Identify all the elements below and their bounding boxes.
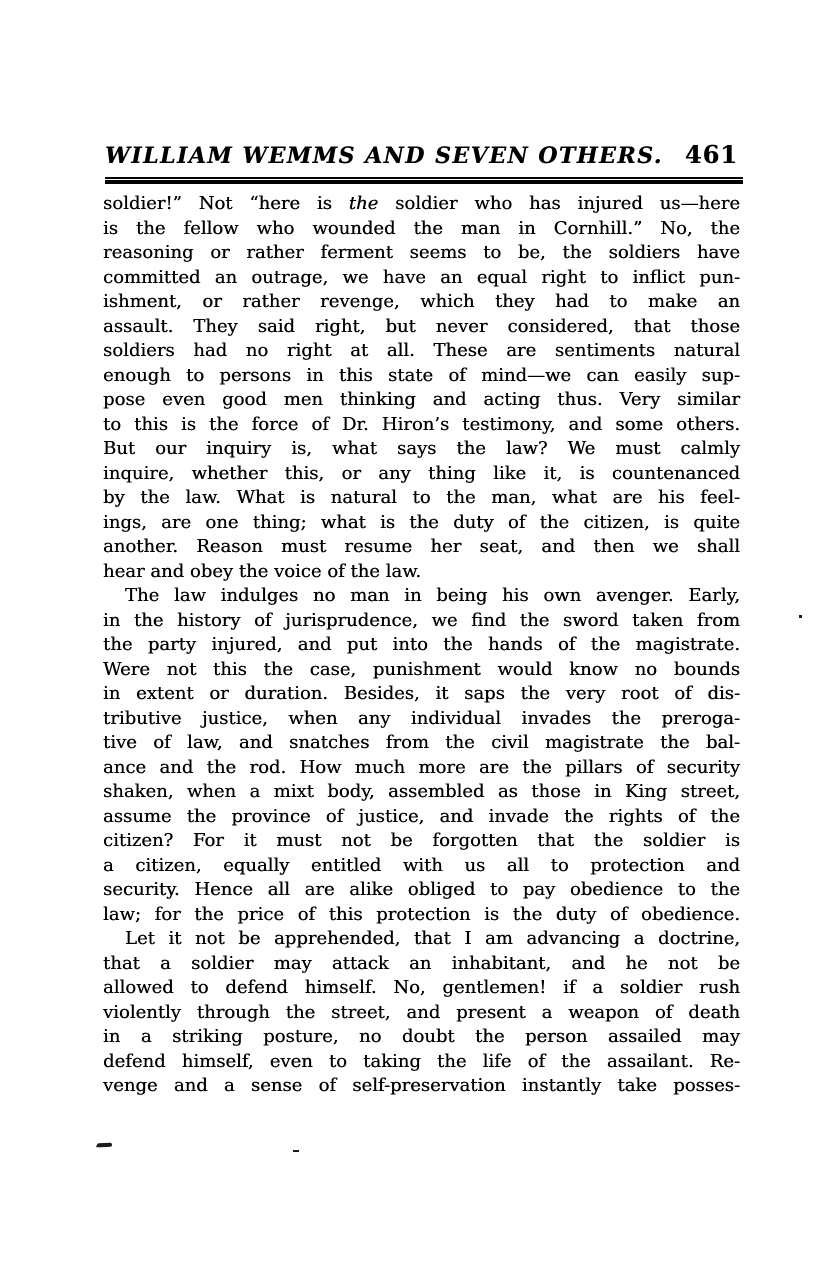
- scan-artifact-dot: [799, 615, 802, 618]
- running-head: [103, 140, 740, 169]
- text-line: the party injured, and put into the hands of the magistrate.: [103, 634, 740, 655]
- scan-artifact-smudge: [97, 1143, 112, 1148]
- text-line: hear and obey the voice of the law.: [103, 560, 422, 582]
- paragraph: [103, 584, 740, 927]
- text-line: citizen? For it must not be forgotten that the soldier is: [103, 830, 740, 851]
- header-double-rule: [105, 177, 743, 184]
- text-line: in a striking posture, no doubt the person assailed may: [103, 1026, 740, 1047]
- text-line: law; for the price of this protection is the duty of obedience.: [103, 903, 740, 925]
- text-line: assault. They said right, but never considered, that those: [103, 315, 740, 337]
- text-line: enough to persons in this state of mind—we can easily sup-: [103, 364, 740, 386]
- text-line: ance and the rod. How much more are the pillars of security: [103, 756, 740, 778]
- text-line: Let it not be apprehended, that I am advancing a doctrine,: [125, 928, 740, 949]
- text-line: ings, are one thing; what is the duty of the citizen, is quite: [103, 511, 740, 533]
- text-line: pose even good men thinking and acting thus. Very similar: [103, 389, 740, 410]
- running-head-title: WILLIAM WEMMS AND SEVEN OTHERS.: [105, 143, 663, 169]
- text-line: soldier!” Not “here is the soldier who has injured us—here: [103, 193, 740, 214]
- text-line: shaken, when a mixt body, assembled as those in King street,: [103, 781, 740, 802]
- text-line: soldiers had no right at all. These are sentiments natural: [103, 340, 740, 361]
- text-line: Were not this the case, punishment would know no bounds: [103, 658, 740, 680]
- text-line: tributive justice, when any individual invades the preroga-: [103, 707, 740, 729]
- text-line: assume the province of justice, and invade the rights of the: [103, 805, 740, 827]
- text-line: is the fellow who wounded the man in Cornhill.” No, the: [103, 217, 740, 239]
- text-line: a citizen, equally entitled with us all to protection and: [103, 854, 740, 876]
- text-line: to this is the force of Dr. Hiron’s testimony, and some others.: [103, 413, 740, 435]
- paragraph: [103, 192, 740, 584]
- paragraph: [103, 927, 740, 1099]
- page-number: 461: [684, 140, 738, 169]
- text-line: The law indulges no man in being his own avenger. Early,: [125, 585, 740, 606]
- page-body: [103, 192, 740, 1099]
- text-line: venge and a sense of self-preservation instantly take posses-: [103, 1075, 740, 1096]
- italic-word: the: [348, 193, 379, 214]
- text-line: tive of law, and snatches from the civil magistrate the bal-: [103, 732, 740, 753]
- text-line: by the law. What is natural to the man, what are his feel-: [103, 487, 740, 508]
- text-line: that a soldier may attack an inhabitant, and he not be: [103, 952, 740, 974]
- text-line: But our inquiry is, what says the law? We must calmly: [103, 438, 740, 459]
- scan-artifact-dash: [293, 1150, 299, 1152]
- text-line: defend himself, even to taking the life of the assailant. Re-: [103, 1050, 740, 1072]
- text-line: in the history of jurisprudence, we find the sword taken from: [103, 609, 740, 631]
- text-line: inquire, whether this, or any thing like it, is countenanced: [103, 462, 740, 484]
- text-line: violently through the street, and present a weapon of death: [103, 1001, 740, 1023]
- text-line: security. Hence all are alike obliged to pay obedience to the: [103, 879, 740, 900]
- text-line: in extent or duration. Besides, it saps the very root of dis-: [103, 683, 740, 704]
- rule-thick-line: [105, 180, 743, 184]
- text-line: allowed to defend himself. No, gentlemen! if a soldier rush: [103, 977, 740, 998]
- text-line: reasoning or rather ferment seems to be, the soldiers have: [103, 242, 740, 263]
- text-line: committed an outrage, we have an equal right to inflict pun-: [103, 266, 740, 288]
- text-line: another. Reason must resume her seat, and then we shall: [103, 536, 740, 557]
- text-line: ishment, or rather revenge, which they had to make an: [103, 291, 740, 312]
